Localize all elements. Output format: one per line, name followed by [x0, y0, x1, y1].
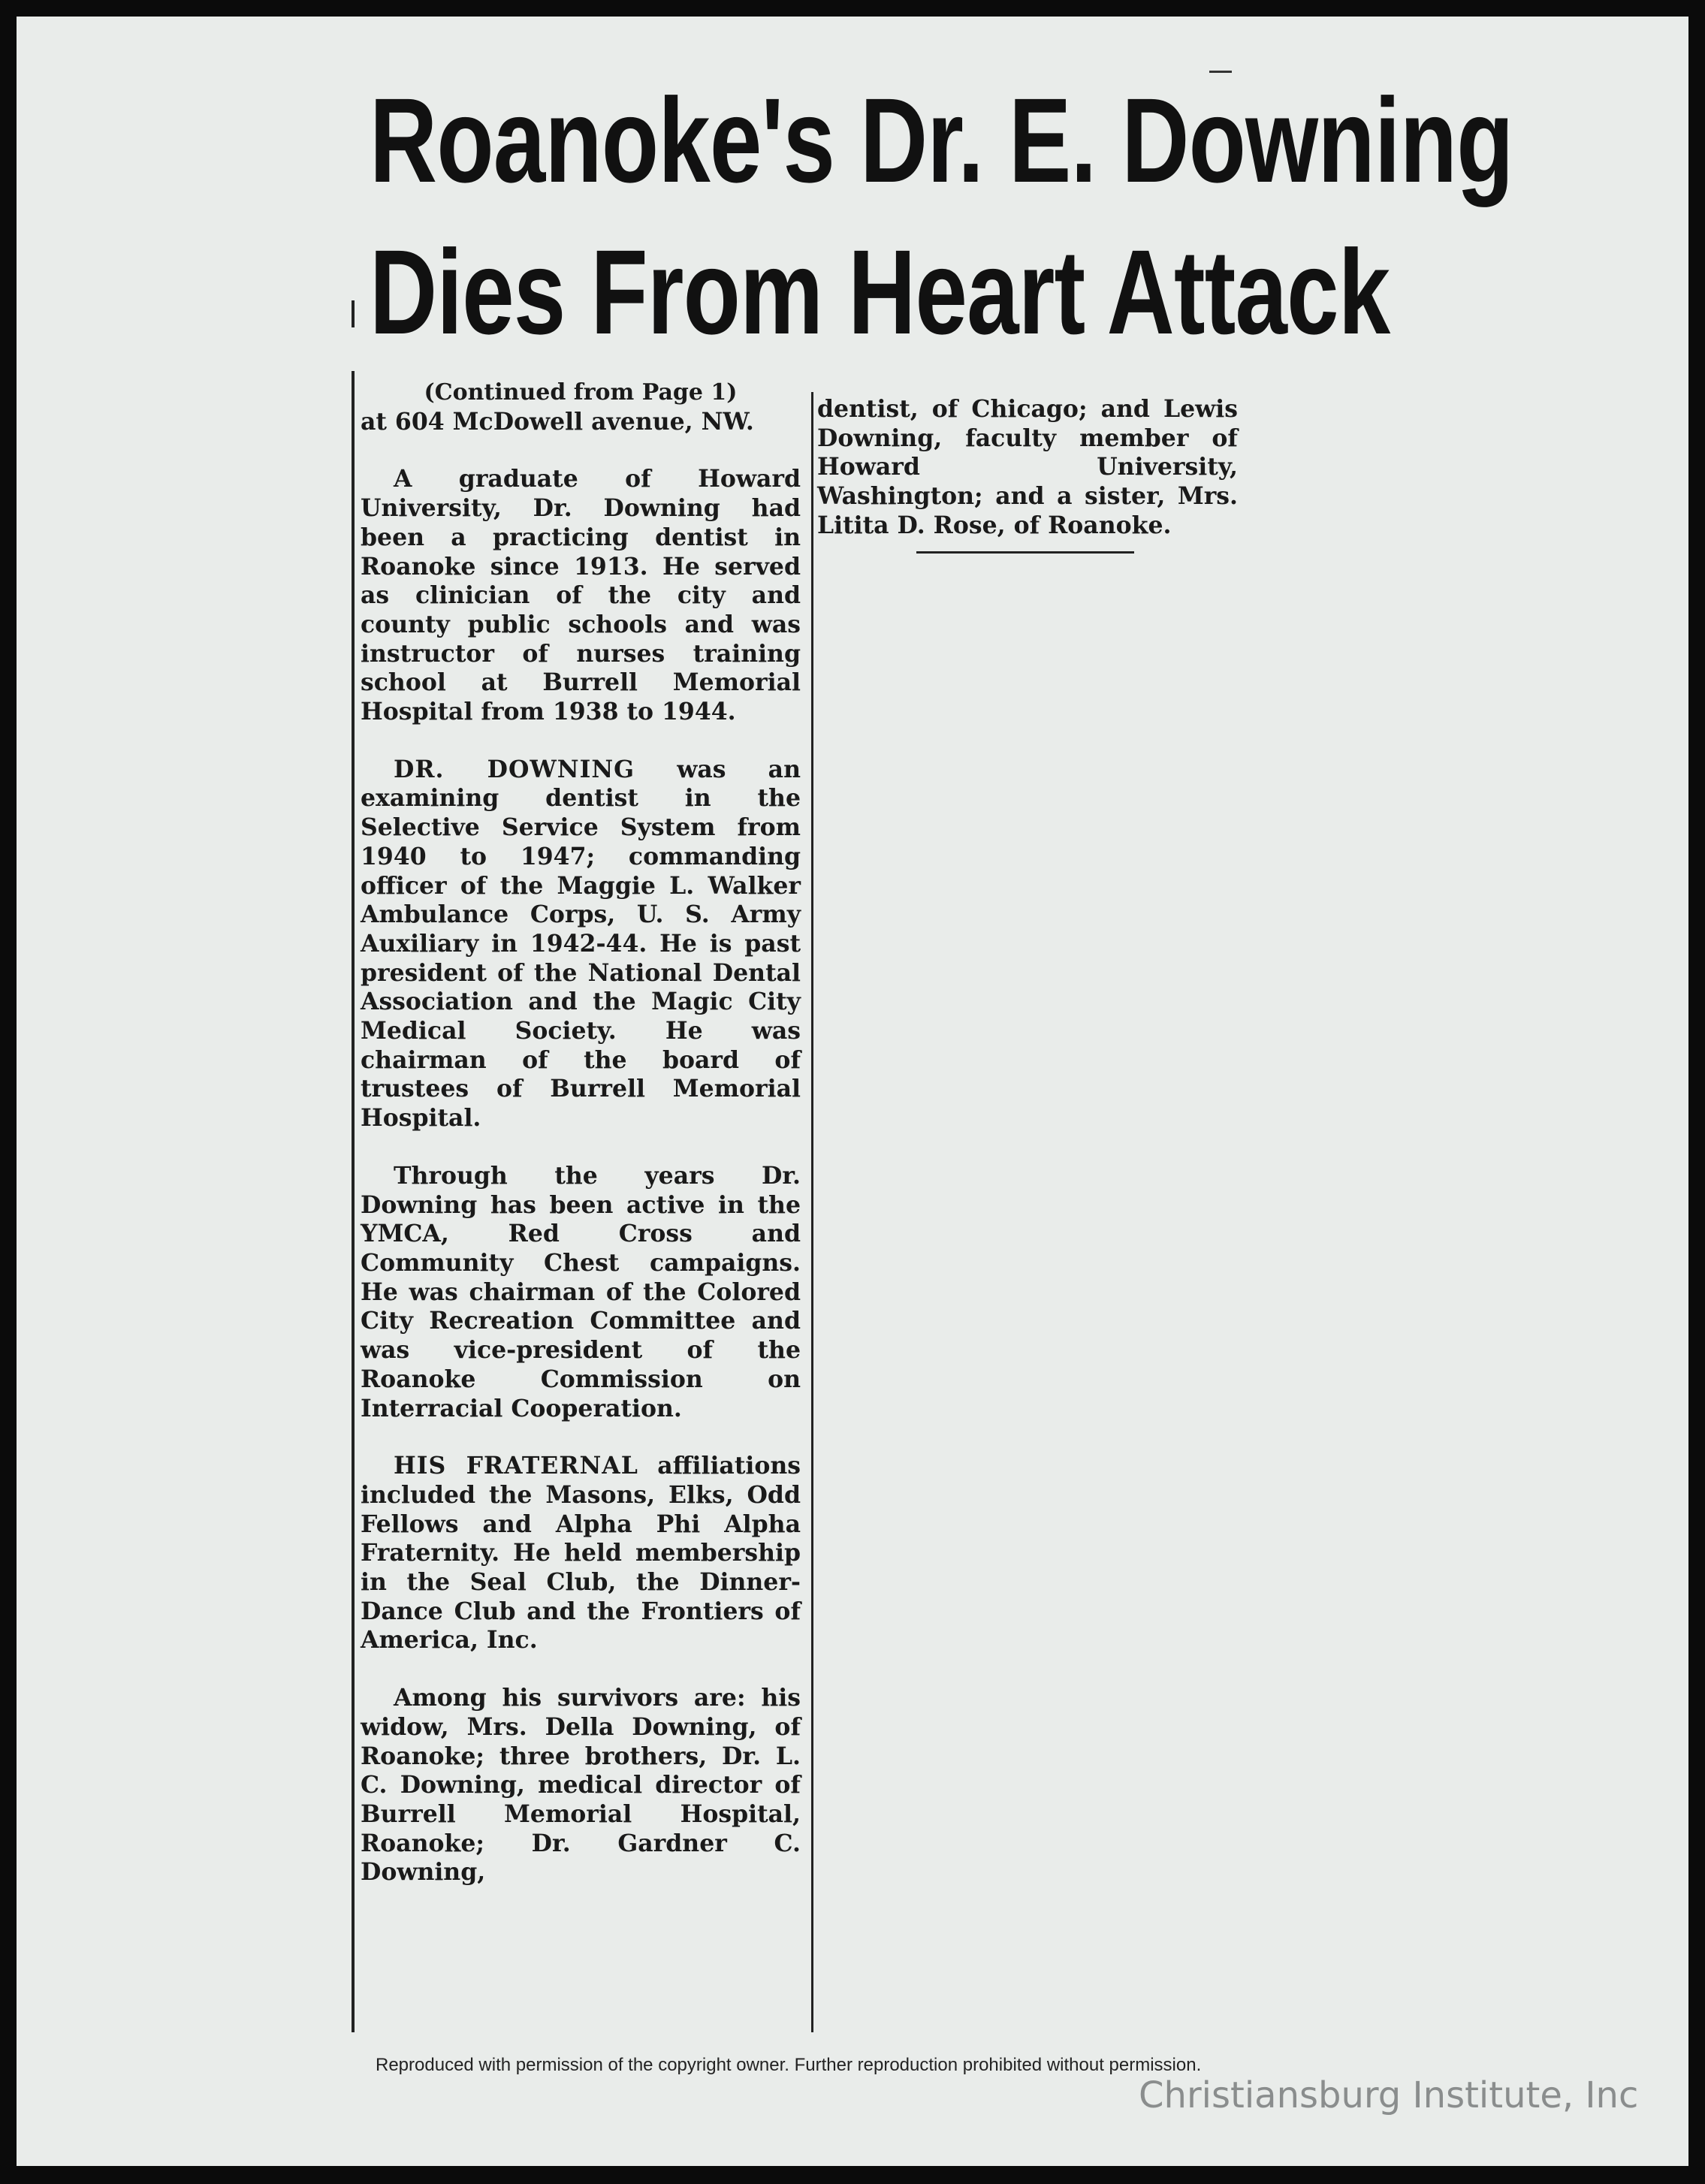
- headline-line-2: Dies From Heart Attack: [370, 225, 1390, 359]
- paragraph-community: Through the years Dr. Downing has been active in the YMCA, Red Cross and Community Chest campaigns. He was chairman of the Colored City Recreation Committee and was vice-president of the Roanoke Commission on Interracial Cooperation.: [361, 1161, 801, 1422]
- lead-in-dr-downing: DR. DOWNING: [394, 755, 635, 783]
- paragraph-fraternal: [361, 1452, 801, 1655]
- article-column-1: [361, 379, 801, 1887]
- headline-line-1: Roanoke's Dr. E. Downing: [370, 73, 1513, 207]
- archive-watermark: Christiansburg Institute, Inc: [1139, 2074, 1639, 2116]
- continued-note: (Continued from Page 1): [424, 379, 738, 406]
- paragraph-selective-service-text: was an examining dentist in the Selective Service System from 1940 to 1947; commanding officer of the Maggie L. Walker Ambulance Corps, U. S. Army Auxiliary in 1942-44. He is past president of the National Dental Association and the Magic City Medical Society. He was chairman of the board of trustees of Burrell Memorial Hospital.: [361, 755, 801, 1133]
- column-rule-top: [352, 300, 355, 327]
- column-rule-left: [352, 371, 355, 2032]
- paragraph-fraternal-text: affiliations included the Masons, Elks, Odd Fellows and Alpha Phi Alpha Fraternity. He held membership in the Seal Club, the Dinner-Dance Club and the Frontiers of America, Inc.: [361, 1452, 801, 1655]
- article-end-rule: [916, 551, 1134, 554]
- article-column-2: [817, 395, 1238, 541]
- lead-in-fraternal: HIS FRATERNAL: [394, 1452, 638, 1480]
- newspaper-clipping-page: [17, 17, 1688, 2166]
- paragraph-survivors: Among his survivors are: his widow, Mrs. Della Downing, of Roanoke; three brothers, Dr. L. C. Downing, medical director of Burrell Memorial Hospital, Roanoke; Dr. Gardner C. Downing,: [361, 1684, 801, 1887]
- copyright-notice: Reproduced with permission of the copyright owner. Further reproduction prohibited without permission.: [376, 2055, 1202, 2075]
- paragraph-graduate: A graduate of Howard University, Dr. Downing had been a practicing dentist in Roanoke since 1913. He served as clinician of the city and county public schools and was instructor of nurses training school at Burrell Memorial Hospital from 1938 to 1944.: [361, 465, 801, 726]
- paragraph-selective-service: [361, 756, 801, 1133]
- paragraph-address: at 604 McDowell avenue, NW.: [361, 407, 754, 436]
- column-rule-middle: [811, 392, 813, 2032]
- paragraph-survivors-continued: dentist, of Chicago; and Lewis Downing, faculty member of Howard University, Washington; and a sister, Mrs. Litita D. Rose, of Roanoke.: [817, 395, 1238, 539]
